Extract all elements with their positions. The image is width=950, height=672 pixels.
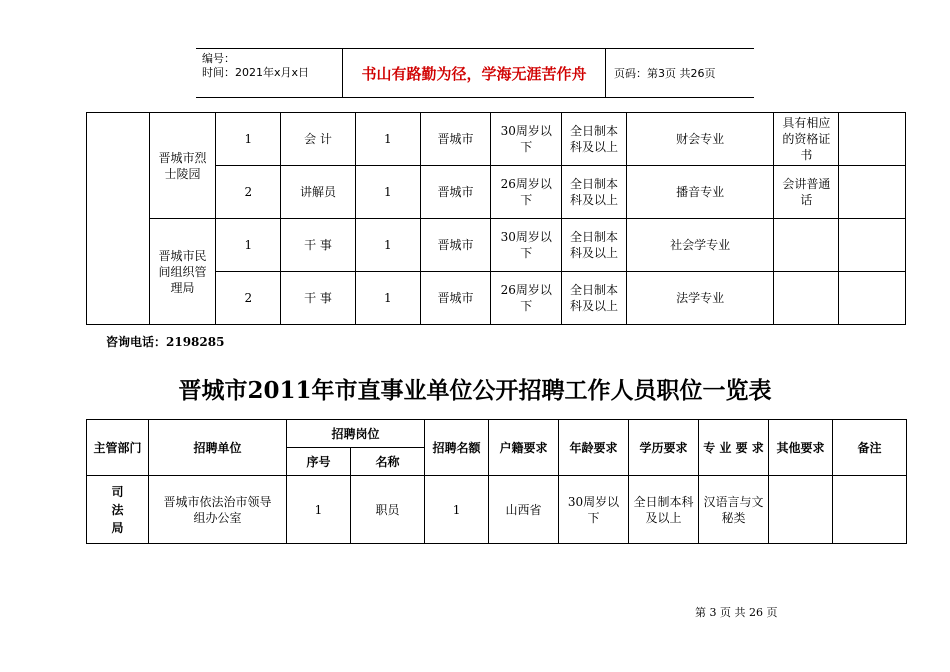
seq-cell: 2: [216, 166, 281, 219]
major-cell: 播音专业: [626, 166, 774, 219]
other-cell: [774, 219, 839, 272]
count-cell: 1: [355, 219, 420, 272]
edu-cell: 全日制本科及以上: [562, 166, 627, 219]
unit-cell: 晋城市依法治市领导组办公室: [149, 476, 287, 544]
hukou-cell: 晋城市: [420, 113, 491, 166]
other-cell: 具有相应的资格证书: [774, 113, 839, 166]
header-hukou: 户籍要求: [489, 420, 559, 476]
note-cell: [839, 113, 906, 166]
seq-cell: 1: [216, 219, 281, 272]
age-cell: 30周岁以下: [559, 476, 629, 544]
header-seq: 序号: [287, 448, 351, 476]
seq-cell: 1: [216, 113, 281, 166]
major-cell: 汉语言与文秘类: [699, 476, 769, 544]
seq-cell: 2: [216, 272, 281, 325]
major-cell: 法学专业: [626, 272, 774, 325]
other-cell: [774, 272, 839, 325]
post-name-cell: 干 事: [281, 272, 356, 325]
header-age: 年龄要求: [559, 420, 629, 476]
header-edu: 学历要求: [629, 420, 699, 476]
seq-cell: 1: [287, 476, 351, 544]
header-count: 招聘名额: [425, 420, 489, 476]
dept-cell: 司法局: [87, 476, 149, 544]
major-cell: 财会专业: [626, 113, 774, 166]
consult-phone: 咨询电话：2198285: [106, 335, 225, 349]
header-post: 招聘岗位: [287, 420, 425, 448]
table-row: [87, 476, 907, 544]
hukou-cell: 山西省: [489, 476, 559, 544]
age-cell: 26周岁以下: [491, 272, 562, 325]
time-label: 时间：2021年x月x日: [202, 66, 310, 79]
unit-cell: 晋城市烈士陵园: [149, 113, 216, 219]
hukou-cell: 晋城市: [420, 272, 491, 325]
page-footer: 第 3 页 共 26 页: [695, 606, 778, 619]
major-cell: 社会学专业: [626, 219, 774, 272]
other-cell: 会讲普通话: [774, 166, 839, 219]
other-cell: [769, 476, 833, 544]
count-cell: 1: [355, 272, 420, 325]
document-header: [196, 48, 754, 98]
note-cell: [839, 219, 906, 272]
edu-cell: 全日制本科及以上: [629, 476, 699, 544]
upper-position-table: [86, 112, 906, 325]
dept-cell: [87, 113, 150, 325]
age-cell: 30周岁以下: [491, 219, 562, 272]
age-cell: 30周岁以下: [491, 113, 562, 166]
edu-cell: 全日制本科及以上: [562, 113, 627, 166]
post-name-cell: 讲解员: [281, 166, 356, 219]
header-row: [87, 420, 907, 448]
header-unit: 招聘单位: [149, 420, 287, 476]
edu-cell: 全日制本科及以上: [562, 272, 627, 325]
post-name-cell: 职员: [351, 476, 425, 544]
header-dept: 主管部门: [87, 420, 149, 476]
note-cell: [833, 476, 907, 544]
header-motto: 书山有路勤为径，学海无涯苦作舟: [343, 49, 606, 97]
page-title: 晋城市2011年市直事业单位公开招聘工作人员职位一览表: [178, 377, 772, 404]
header-note: 备注: [833, 420, 907, 476]
header-name: 名称: [351, 448, 425, 476]
header-major: 专 业 要 求: [699, 420, 769, 476]
age-cell: 26周岁以下: [491, 166, 562, 219]
count-cell: 1: [425, 476, 489, 544]
header-other: 其他要求: [769, 420, 833, 476]
note-cell: [839, 166, 906, 219]
header-meta: [196, 49, 343, 97]
post-name-cell: 干 事: [281, 219, 356, 272]
count-cell: 1: [355, 113, 420, 166]
note-cell: [839, 272, 906, 325]
hukou-cell: 晋城市: [420, 219, 491, 272]
count-cell: 1: [355, 166, 420, 219]
table-row: [87, 219, 906, 272]
table-row: [87, 113, 906, 166]
header-page-label: 页码：第3页 共26页: [614, 67, 716, 80]
hukou-cell: 晋城市: [420, 166, 491, 219]
post-name-cell: 会 计: [281, 113, 356, 166]
unit-cell: 晋城市民间组织管理局: [149, 219, 216, 325]
number-label: 编号：: [202, 52, 235, 65]
edu-cell: 全日制本科及以上: [562, 219, 627, 272]
lower-position-table: [86, 419, 907, 544]
